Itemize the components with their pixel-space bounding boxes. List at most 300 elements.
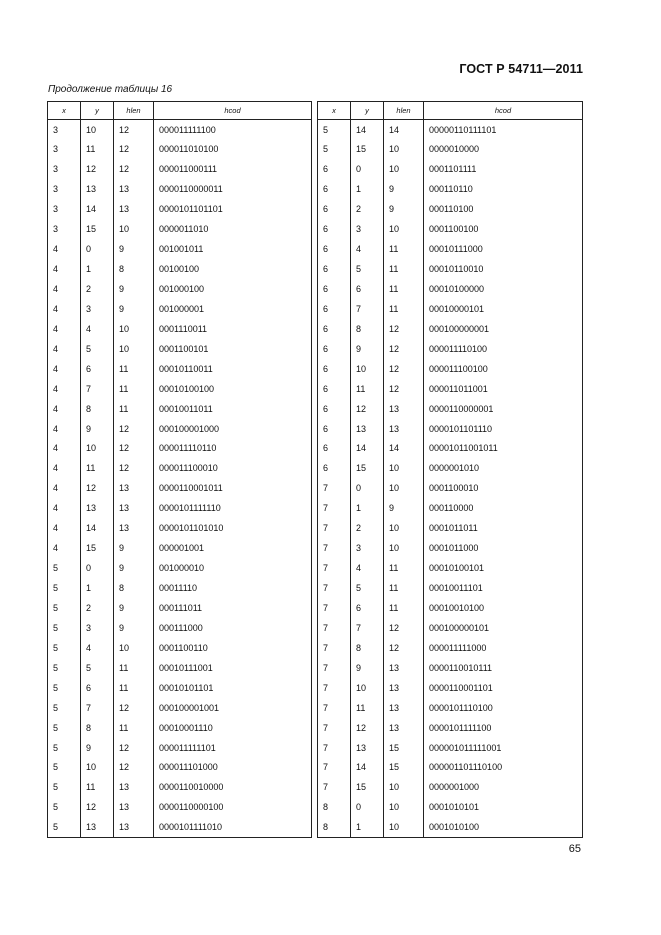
table-row xyxy=(318,518,583,538)
data-table-left xyxy=(47,101,312,838)
cell-x: 5 xyxy=(48,578,81,598)
table-row xyxy=(48,179,312,199)
cell-x: 5 xyxy=(48,618,81,638)
cell-y: 13 xyxy=(351,419,384,439)
table-row xyxy=(318,718,583,738)
cell-y: 9 xyxy=(81,419,114,439)
cell-hlen: 9 xyxy=(114,299,154,319)
cell-hlen: 13 xyxy=(384,718,424,738)
cell-y: 6 xyxy=(81,678,114,698)
cell-hcod: 0000101111010 xyxy=(154,817,312,837)
table-row xyxy=(48,419,312,439)
cell-hcod: 00011110 xyxy=(154,578,312,598)
cell-hcod: 000011011001 xyxy=(424,379,583,399)
table-row xyxy=(318,698,583,718)
cell-y: 13 xyxy=(81,179,114,199)
cell-hlen: 15 xyxy=(384,758,424,778)
cell-hcod: 000100001000 xyxy=(154,419,312,439)
cell-x: 7 xyxy=(318,678,351,698)
cell-x: 3 xyxy=(48,219,81,239)
cell-y: 11 xyxy=(351,698,384,718)
cell-hlen: 8 xyxy=(114,259,154,279)
cell-hcod: 00010110011 xyxy=(154,359,312,379)
cell-hlen: 11 xyxy=(114,379,154,399)
cell-y: 3 xyxy=(81,299,114,319)
cell-hlen: 9 xyxy=(114,598,154,618)
cell-x: 6 xyxy=(318,458,351,478)
cell-hlen: 10 xyxy=(114,638,154,658)
cell-x: 3 xyxy=(48,159,81,179)
cell-x: 6 xyxy=(318,239,351,259)
cell-hlen: 9 xyxy=(114,279,154,299)
cell-y: 4 xyxy=(351,558,384,578)
table-row xyxy=(318,618,583,638)
cell-hcod: 0001100110 xyxy=(154,638,312,658)
cell-hcod: 00010110010 xyxy=(424,259,583,279)
cell-hlen: 13 xyxy=(384,658,424,678)
cell-y: 1 xyxy=(81,578,114,598)
table-row xyxy=(318,419,583,439)
table-row xyxy=(48,478,312,498)
cell-hlen: 12 xyxy=(114,419,154,439)
cell-x: 7 xyxy=(318,618,351,638)
cell-hcod: 0000110000100 xyxy=(154,797,312,817)
table-row xyxy=(48,219,312,239)
cell-y: 5 xyxy=(351,578,384,598)
table-row xyxy=(48,817,312,837)
table-row xyxy=(318,598,583,618)
cell-hcod: 000011100100 xyxy=(424,359,583,379)
table-row xyxy=(48,678,312,698)
page-number: 65 xyxy=(568,843,581,855)
table-row xyxy=(318,339,583,359)
cell-hcod: 0000001000 xyxy=(424,777,583,797)
cell-y: 15 xyxy=(81,538,114,558)
cell-y: 5 xyxy=(351,259,384,279)
cell-y: 7 xyxy=(81,379,114,399)
cell-y: 12 xyxy=(81,159,114,179)
table-caption: Продолжение таблицы 16 xyxy=(48,84,173,95)
cell-hlen: 10 xyxy=(384,478,424,498)
cell-hlen: 10 xyxy=(384,538,424,558)
cell-hcod: 000110000 xyxy=(424,498,583,518)
cell-y: 1 xyxy=(81,259,114,279)
cell-hlen: 10 xyxy=(114,219,154,239)
cell-y: 3 xyxy=(81,618,114,638)
table-row xyxy=(318,279,583,299)
cell-hlen: 13 xyxy=(114,199,154,219)
cell-x: 6 xyxy=(318,419,351,439)
cell-y: 7 xyxy=(351,299,384,319)
cell-hlen: 11 xyxy=(114,678,154,698)
cell-y: 11 xyxy=(81,458,114,478)
cell-hcod: 00010001110 xyxy=(154,718,312,738)
cell-x: 5 xyxy=(48,638,81,658)
table-row xyxy=(318,458,583,478)
cell-hlen: 8 xyxy=(114,578,154,598)
cell-x: 6 xyxy=(318,179,351,199)
cell-hcod: 001000100 xyxy=(154,279,312,299)
table-row xyxy=(48,458,312,478)
table-row xyxy=(48,498,312,518)
cell-hlen: 9 xyxy=(114,538,154,558)
cell-x: 7 xyxy=(318,538,351,558)
table-row xyxy=(48,159,312,179)
cell-hlen: 10 xyxy=(384,139,424,159)
cell-x: 6 xyxy=(318,299,351,319)
cell-y: 2 xyxy=(351,518,384,538)
cell-hcod: 0001100100 xyxy=(424,219,583,239)
cell-x: 6 xyxy=(318,259,351,279)
cell-y: 12 xyxy=(351,718,384,738)
table-row xyxy=(318,179,583,199)
cell-hlen: 10 xyxy=(384,777,424,797)
cell-hcod: 00010101101 xyxy=(154,678,312,698)
cell-hlen: 11 xyxy=(114,718,154,738)
cell-x: 7 xyxy=(318,578,351,598)
table-row xyxy=(318,478,583,498)
table-row xyxy=(48,239,312,259)
cell-hcod: 0000010000 xyxy=(424,139,583,159)
cell-hcod: 00010000101 xyxy=(424,299,583,319)
cell-x: 5 xyxy=(48,718,81,738)
table-row xyxy=(48,578,312,598)
table-row xyxy=(318,120,583,140)
cell-hcod: 00001011001011 xyxy=(424,439,583,459)
cell-hlen: 13 xyxy=(384,678,424,698)
cell-y: 0 xyxy=(81,558,114,578)
column-header-hlen: hlen xyxy=(114,102,154,120)
cell-x: 6 xyxy=(318,219,351,239)
cell-y: 7 xyxy=(351,618,384,638)
cell-y: 9 xyxy=(351,658,384,678)
cell-hcod: 000011000111 xyxy=(154,159,312,179)
table-row xyxy=(318,319,583,339)
cell-x: 7 xyxy=(318,518,351,538)
cell-x: 6 xyxy=(318,159,351,179)
table-row xyxy=(48,558,312,578)
cell-hcod: 000110110 xyxy=(424,179,583,199)
cell-y: 3 xyxy=(351,219,384,239)
cell-x: 7 xyxy=(318,738,351,758)
cell-hcod: 0000101101010 xyxy=(154,518,312,538)
table-row xyxy=(48,139,312,159)
cell-hlen: 11 xyxy=(384,259,424,279)
cell-hcod: 00000110111101 xyxy=(424,120,583,140)
cell-y: 0 xyxy=(81,239,114,259)
table-row xyxy=(48,738,312,758)
cell-x: 5 xyxy=(48,797,81,817)
header-row xyxy=(318,102,583,120)
cell-hlen: 12 xyxy=(384,638,424,658)
cell-hlen: 10 xyxy=(384,797,424,817)
table-row xyxy=(48,279,312,299)
cell-x: 4 xyxy=(48,439,81,459)
table-row xyxy=(318,777,583,797)
cell-hlen: 10 xyxy=(384,518,424,538)
cell-y: 5 xyxy=(81,658,114,678)
table-row xyxy=(48,618,312,638)
cell-y: 12 xyxy=(81,478,114,498)
cell-y: 13 xyxy=(351,738,384,758)
cell-hcod: 000001101110100 xyxy=(424,758,583,778)
cell-hlen: 13 xyxy=(114,498,154,518)
cell-y: 0 xyxy=(351,159,384,179)
cell-x: 5 xyxy=(48,758,81,778)
table-row xyxy=(318,259,583,279)
cell-hcod: 0001011011 xyxy=(424,518,583,538)
cell-y: 8 xyxy=(81,718,114,738)
cell-x: 5 xyxy=(48,777,81,797)
cell-hlen: 13 xyxy=(114,518,154,538)
cell-hcod: 00010100000 xyxy=(424,279,583,299)
cell-x: 5 xyxy=(48,658,81,678)
cell-y: 10 xyxy=(81,758,114,778)
cell-x: 4 xyxy=(48,359,81,379)
cell-x: 6 xyxy=(318,339,351,359)
table-row xyxy=(48,797,312,817)
cell-x: 5 xyxy=(318,120,351,140)
cell-hcod: 0000110000011 xyxy=(154,179,312,199)
cell-x: 3 xyxy=(48,120,81,140)
table-row xyxy=(318,219,583,239)
cell-x: 6 xyxy=(318,379,351,399)
cell-hcod: 00010111001 xyxy=(154,658,312,678)
cell-y: 2 xyxy=(351,199,384,219)
cell-y: 1 xyxy=(351,498,384,518)
table-row xyxy=(318,159,583,179)
cell-y: 5 xyxy=(81,339,114,359)
column-header-hcod: hcod xyxy=(424,102,583,120)
table-row xyxy=(318,199,583,219)
cell-hcod: 000100001001 xyxy=(154,698,312,718)
table-row xyxy=(48,120,312,140)
cell-y: 4 xyxy=(81,638,114,658)
cell-y: 14 xyxy=(81,518,114,538)
cell-y: 7 xyxy=(81,698,114,718)
cell-x: 4 xyxy=(48,319,81,339)
cell-y: 12 xyxy=(81,797,114,817)
cell-hcod: 000011110100 xyxy=(424,339,583,359)
column-header-y: y xyxy=(81,102,114,120)
cell-x: 4 xyxy=(48,379,81,399)
cell-hcod: 0000101111110 xyxy=(154,498,312,518)
table-row xyxy=(48,319,312,339)
cell-y: 10 xyxy=(81,120,114,140)
cell-y: 2 xyxy=(81,598,114,618)
table-row xyxy=(318,538,583,558)
cell-hlen: 12 xyxy=(384,359,424,379)
cell-x: 7 xyxy=(318,478,351,498)
cell-hcod: 0000011010 xyxy=(154,219,312,239)
cell-hlen: 9 xyxy=(384,498,424,518)
table-row xyxy=(48,399,312,419)
cell-x: 4 xyxy=(48,518,81,538)
cell-hlen: 10 xyxy=(384,817,424,837)
table-row xyxy=(48,718,312,738)
cell-x: 7 xyxy=(318,777,351,797)
cell-y: 10 xyxy=(81,439,114,459)
cell-hlen: 13 xyxy=(384,419,424,439)
cell-x: 6 xyxy=(318,199,351,219)
table-row xyxy=(48,698,312,718)
cell-hcod: 000100000101 xyxy=(424,618,583,638)
table-row xyxy=(48,339,312,359)
cell-y: 3 xyxy=(351,538,384,558)
cell-x: 7 xyxy=(318,598,351,618)
cell-x: 4 xyxy=(48,458,81,478)
table-row xyxy=(318,558,583,578)
cell-x: 4 xyxy=(48,419,81,439)
cell-y: 4 xyxy=(81,319,114,339)
cell-x: 6 xyxy=(318,279,351,299)
cell-hcod: 00010011101 xyxy=(424,578,583,598)
cell-hcod: 000100000001 xyxy=(424,319,583,339)
cell-hlen: 9 xyxy=(114,239,154,259)
cell-x: 3 xyxy=(48,139,81,159)
table-row xyxy=(318,139,583,159)
table-row xyxy=(318,817,583,837)
cell-y: 1 xyxy=(351,179,384,199)
cell-hcod: 00010100101 xyxy=(424,558,583,578)
table-body-left xyxy=(48,120,312,838)
cell-hcod: 0001101111 xyxy=(424,159,583,179)
cell-hcod: 0000110001011 xyxy=(154,478,312,498)
cell-hlen: 11 xyxy=(384,279,424,299)
cell-hcod: 000110100 xyxy=(424,199,583,219)
table-row xyxy=(48,758,312,778)
table-row xyxy=(318,758,583,778)
cell-x: 4 xyxy=(48,478,81,498)
cell-y: 15 xyxy=(351,458,384,478)
cell-y: 2 xyxy=(81,279,114,299)
cell-hlen: 11 xyxy=(384,239,424,259)
cell-hlen: 11 xyxy=(114,359,154,379)
cell-hcod: 000001011111001 xyxy=(424,738,583,758)
cell-x: 6 xyxy=(318,399,351,419)
cell-hcod: 000011111000 xyxy=(424,638,583,658)
cell-y: 8 xyxy=(351,319,384,339)
cell-hcod: 0000110001101 xyxy=(424,678,583,698)
cell-hlen: 10 xyxy=(384,159,424,179)
header-row xyxy=(48,102,312,120)
cell-hlen: 12 xyxy=(114,738,154,758)
cell-hcod: 00100100 xyxy=(154,259,312,279)
table-row xyxy=(48,638,312,658)
cell-hcod: 0000101111100 xyxy=(424,718,583,738)
cell-hlen: 9 xyxy=(384,199,424,219)
cell-hcod: 001001011 xyxy=(154,239,312,259)
column-header-hcod: hcod xyxy=(154,102,312,120)
cell-x: 4 xyxy=(48,239,81,259)
cell-x: 5 xyxy=(48,738,81,758)
cell-y: 13 xyxy=(81,498,114,518)
cell-hlen: 15 xyxy=(384,738,424,758)
cell-hlen: 12 xyxy=(114,159,154,179)
cell-x: 6 xyxy=(318,319,351,339)
cell-hlen: 12 xyxy=(114,139,154,159)
cell-hcod: 001000001 xyxy=(154,299,312,319)
cell-hcod: 0000110010000 xyxy=(154,777,312,797)
cell-hcod: 0000101101101 xyxy=(154,199,312,219)
document-standard-header: ГОСТ Р 54711—2011 xyxy=(459,62,583,76)
cell-hlen: 13 xyxy=(114,777,154,797)
cell-hlen: 11 xyxy=(114,658,154,678)
cell-hcod: 0000110010111 xyxy=(424,658,583,678)
cell-hcod: 0001010100 xyxy=(424,817,583,837)
cell-y: 1 xyxy=(351,817,384,837)
cell-hcod: 0001010101 xyxy=(424,797,583,817)
column-header-x: x xyxy=(48,102,81,120)
cell-x: 4 xyxy=(48,279,81,299)
cell-hlen: 12 xyxy=(384,339,424,359)
cell-y: 11 xyxy=(81,777,114,797)
cell-hlen: 14 xyxy=(384,439,424,459)
cell-y: 14 xyxy=(351,439,384,459)
cell-hcod: 00010011011 xyxy=(154,399,312,419)
table-row xyxy=(48,379,312,399)
cell-hlen: 11 xyxy=(384,299,424,319)
cell-hlen: 13 xyxy=(384,698,424,718)
cell-hcod: 0000110000001 xyxy=(424,399,583,419)
cell-hcod: 00010010100 xyxy=(424,598,583,618)
table-row xyxy=(48,359,312,379)
cell-hlen: 10 xyxy=(114,319,154,339)
table-row xyxy=(48,299,312,319)
cell-x: 7 xyxy=(318,718,351,738)
cell-y: 6 xyxy=(81,359,114,379)
cell-x: 5 xyxy=(48,678,81,698)
cell-hcod: 000011110110 xyxy=(154,439,312,459)
cell-hlen: 12 xyxy=(114,698,154,718)
table-row xyxy=(48,199,312,219)
cell-hcod: 000011101000 xyxy=(154,758,312,778)
table-row xyxy=(318,399,583,419)
cell-hcod: 000111011 xyxy=(154,598,312,618)
table-row xyxy=(318,379,583,399)
table-row xyxy=(48,259,312,279)
cell-y: 11 xyxy=(81,139,114,159)
cell-hlen: 10 xyxy=(384,219,424,239)
table-row xyxy=(318,638,583,658)
cell-hcod: 000111000 xyxy=(154,618,312,638)
cell-y: 15 xyxy=(351,139,384,159)
cell-x: 6 xyxy=(318,439,351,459)
cell-hcod: 000011111100 xyxy=(154,120,312,140)
cell-hlen: 13 xyxy=(114,478,154,498)
cell-y: 12 xyxy=(351,399,384,419)
cell-y: 4 xyxy=(351,239,384,259)
column-header-y: y xyxy=(351,102,384,120)
table-row xyxy=(318,359,583,379)
table-body-right xyxy=(318,120,583,838)
cell-hlen: 13 xyxy=(384,399,424,419)
cell-hcod: 0001100101 xyxy=(154,339,312,359)
cell-x: 5 xyxy=(48,817,81,837)
cell-x: 7 xyxy=(318,498,351,518)
cell-x: 6 xyxy=(318,359,351,379)
cell-hlen: 13 xyxy=(114,817,154,837)
cell-x: 7 xyxy=(318,698,351,718)
cell-hcod: 0000101101110 xyxy=(424,419,583,439)
cell-x: 5 xyxy=(48,598,81,618)
cell-hcod: 000001001 xyxy=(154,538,312,558)
cell-hlen: 12 xyxy=(114,439,154,459)
cell-y: 14 xyxy=(351,758,384,778)
cell-x: 4 xyxy=(48,498,81,518)
cell-x: 5 xyxy=(318,139,351,159)
cell-x: 3 xyxy=(48,199,81,219)
